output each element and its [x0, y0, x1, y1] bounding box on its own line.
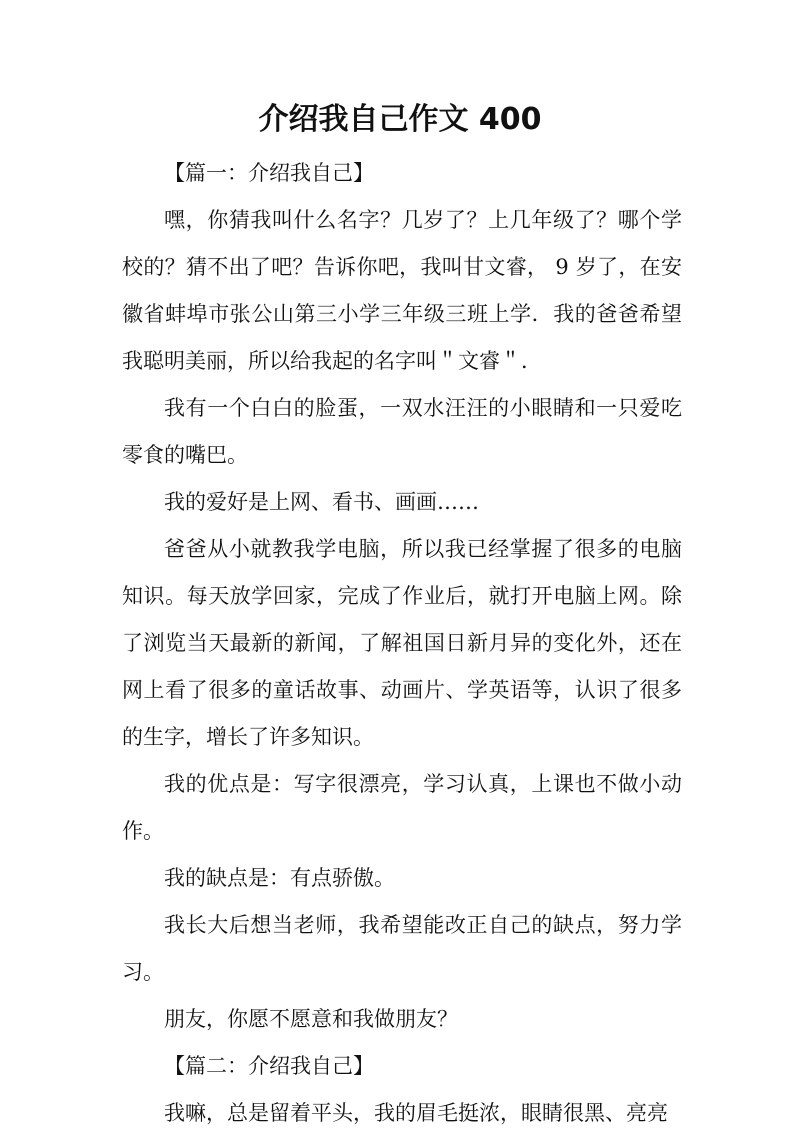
- paragraph: 爸爸从小就教我学电脑，所以我已经掌握了很多的电脑知识。每天放学回家，完成了作业后，就打开电脑上网。除了浏览当天最新的新闻，了解祖国日新月异的变化外，还在网上看了很多的童话故事、动画片、学英语等，认识了很多的生字，增长了许多知识。: [122, 537, 682, 749]
- paragraph: 我长大后想当老师，我希望能改正自己的缺点，努力学习。: [122, 913, 682, 984]
- paragraph: 我嘛，总是留着平头，我的眉毛挺浓，眼睛很黑、亮亮: [164, 1101, 668, 1125]
- document-body: [122, 150, 682, 1137]
- paragraph: 朋友，你愿不愿意和我做朋友？: [164, 1007, 458, 1031]
- paragraph: 我的优点是：写字很漂亮，学习认真，上课也不做小动作。: [122, 772, 682, 843]
- document-title: 介绍我自己作文 400: [258, 102, 542, 137]
- section-heading-2: 【篇二：介绍我自己】: [164, 1054, 374, 1078]
- paragraph: 我的缺点是：有点骄傲。: [164, 866, 395, 890]
- paragraph: 我的爱好是上网、看书、画画……: [164, 490, 479, 514]
- paragraph: 嘿，你猜我叫什么名字？几岁了？上几年级了？哪个学校的？猜不出了吧？告诉你吧，我叫甘文睿， 9 岁了，在安徽省蚌埠市张公山第三小学三年级三班上学．我的爸爸希望我聪明美丽，所以给我起的名字叫＂文睿＂．: [122, 208, 682, 373]
- paragraph: 我有一个白白的脸蛋，一双水汪汪的小眼睛和一只爱吃零食的嘴巴。: [122, 396, 682, 467]
- section-heading-1: 【篇一：介绍我自己】: [164, 161, 374, 185]
